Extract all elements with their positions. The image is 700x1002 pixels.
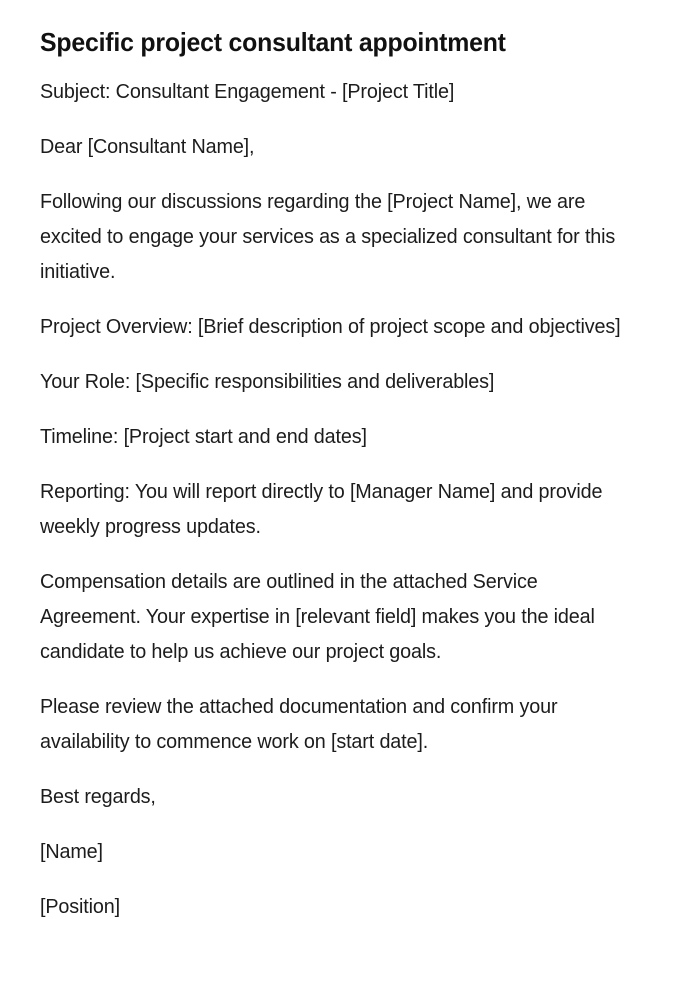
paragraph-call-to-action: Please review the attached documentation and confirm your availability to commence work on [start date]. bbox=[40, 695, 558, 753]
paragraph-compensation: Compensation details are outlined in the attached Service Agreement. Your expertise in [relevant field] makes you the ideal candidate to help us achieve our project goals. bbox=[40, 570, 595, 663]
paragraph-timeline: Timeline: [Project start and end dates] bbox=[40, 425, 367, 448]
paragraph-signature-name: [Name] bbox=[40, 840, 103, 863]
paragraph-reporting: Reporting: You will report directly to [Manager Name] and provide weekly progress updates. bbox=[40, 480, 603, 538]
paragraph-your-role: Your Role: [Specific responsibilities and deliverables] bbox=[40, 370, 495, 393]
paragraph-salutation: Dear [Consultant Name], bbox=[40, 135, 255, 158]
paragraph-signature-position: [Position] bbox=[40, 895, 120, 918]
page-title: Specific project consultant appointment bbox=[40, 27, 506, 57]
paragraph-project-overview: Project Overview: [Brief description of project scope and objectives] bbox=[40, 315, 621, 338]
paragraph-closing: Best regards, bbox=[40, 785, 156, 808]
paragraph-intro: Following our discussions regarding the [Project Name], we are excited to engage your services as a specialized consultant for this initiative. bbox=[40, 190, 616, 283]
paragraph-subject: Subject: Consultant Engagement - [Project Title] bbox=[40, 80, 455, 103]
